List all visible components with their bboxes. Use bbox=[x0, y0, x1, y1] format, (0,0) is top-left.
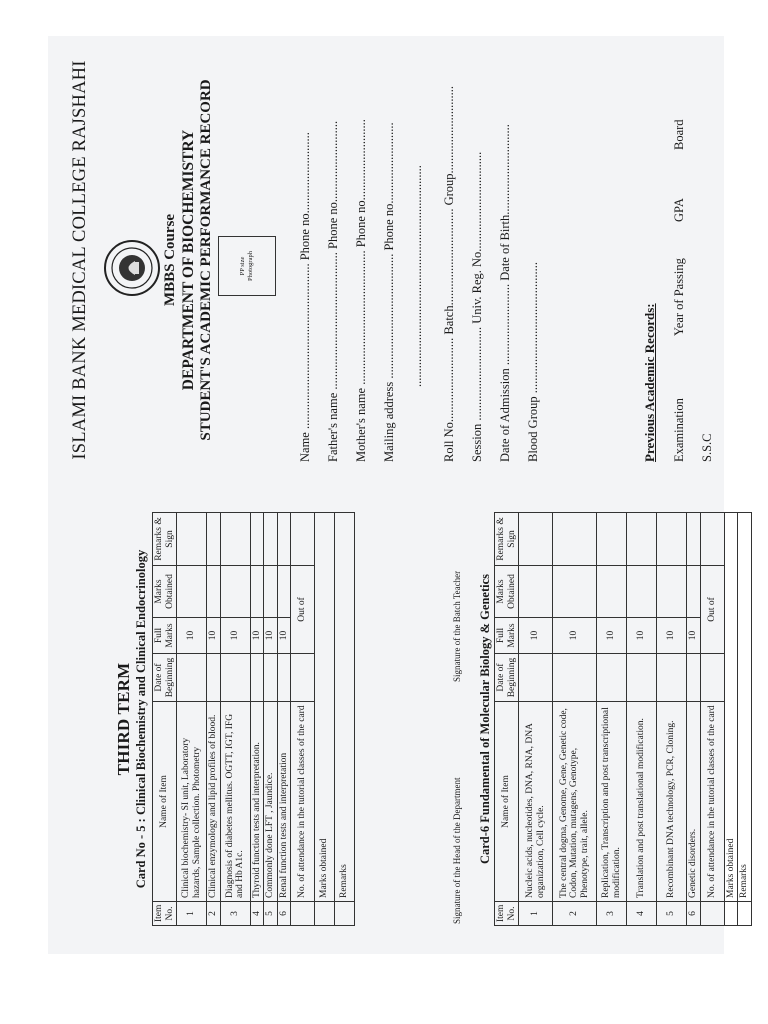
item-name: Recombinant DNA technology, PCR, Cloning. bbox=[657, 702, 687, 902]
remarks-row bbox=[738, 513, 752, 926]
date-cell[interactable] bbox=[264, 654, 278, 702]
date-cell[interactable] bbox=[177, 654, 207, 702]
phone-label: Phone no. bbox=[298, 210, 312, 261]
item-no: 3 bbox=[220, 902, 250, 926]
full-marks: 10 bbox=[250, 618, 264, 654]
date-cell[interactable] bbox=[519, 654, 553, 702]
blank-cell bbox=[315, 902, 335, 926]
signature-head: Signature of the Head of the Department bbox=[452, 777, 462, 924]
date-cell[interactable] bbox=[597, 654, 627, 702]
full-marks: 10 bbox=[657, 618, 687, 654]
item-no: 4 bbox=[627, 902, 657, 926]
table-row bbox=[277, 513, 291, 926]
remarks-cell[interactable] bbox=[250, 513, 264, 566]
full-marks: 10 bbox=[177, 618, 207, 654]
full-marks: 10 bbox=[553, 618, 597, 654]
remarks-cell[interactable] bbox=[519, 513, 553, 566]
table-row bbox=[220, 513, 250, 926]
header-name: Name of Item bbox=[495, 702, 519, 902]
card6-table bbox=[494, 512, 752, 926]
blank-cell bbox=[700, 513, 724, 566]
table-row bbox=[519, 513, 553, 926]
remarks-cell[interactable] bbox=[627, 513, 657, 566]
header-year-of-passing: Year of Passing bbox=[672, 258, 686, 336]
photo-label: Photograph bbox=[247, 251, 254, 281]
name-field[interactable]: Name ..................................................... Phone no.......................... bbox=[298, 132, 312, 462]
date-of-birth-label: Date of Birth bbox=[498, 214, 512, 281]
item-name: Clinical enzymology and lipid profiles of blood. bbox=[207, 702, 221, 902]
phone-label: Phone no. bbox=[326, 199, 340, 249]
item-no: 2 bbox=[207, 902, 221, 926]
date-cell[interactable] bbox=[627, 654, 657, 702]
mothers-name-field[interactable]: Mother's name ........................................... Phone no.......................... bbox=[354, 119, 368, 462]
fathers-name-label: Father's name bbox=[326, 392, 340, 462]
marks-obtained-label: Marks obtained bbox=[315, 513, 335, 902]
phone-label: Phone no. bbox=[382, 200, 396, 251]
header-item-no: Item No. bbox=[495, 902, 519, 926]
remarks-label: Remarks bbox=[335, 513, 355, 902]
full-marks: 10 bbox=[264, 618, 278, 654]
item-no: 3 bbox=[597, 902, 627, 926]
item-name: The central dogma, Genome, Gene, Genetic code, Codon, Mutation, mutagens, Genotype, Phenotype, trait, allele. bbox=[553, 702, 597, 902]
remarks-cell[interactable] bbox=[657, 513, 687, 566]
ssc-row-label: S.S.C bbox=[700, 433, 714, 462]
marks-obtained-cell[interactable] bbox=[207, 566, 221, 618]
item-name: Renal function tests and interpretation bbox=[277, 702, 291, 902]
remarks-cell[interactable] bbox=[207, 513, 221, 566]
remarks-cell[interactable] bbox=[597, 513, 627, 566]
attendance-label: No. of attendance in the tutorial classes of the card bbox=[291, 702, 315, 902]
term-title: THIRD TERM bbox=[114, 662, 133, 776]
mailing-address-label: Mailing address bbox=[382, 381, 396, 462]
batch-label: Batch bbox=[442, 305, 456, 335]
table-row bbox=[597, 513, 627, 926]
item-no: 6 bbox=[277, 902, 291, 926]
header-marks-obtained: Marks Obtained bbox=[495, 566, 519, 618]
date-cell[interactable] bbox=[687, 654, 701, 702]
item-name: Replication, Transcription and post transcriptional modification. bbox=[597, 702, 627, 902]
item-no: 1 bbox=[519, 902, 553, 926]
roll-no-label: Roll No. bbox=[442, 418, 456, 462]
fathers-name-field[interactable]: Father's name ............................................ Phone no.......................... bbox=[326, 120, 340, 462]
header-item-no: Item No. bbox=[153, 902, 177, 926]
date-cell[interactable] bbox=[553, 654, 597, 702]
blank-cell bbox=[291, 513, 315, 566]
full-marks: 10 bbox=[277, 618, 291, 654]
header-remarks: Remarks & Sign bbox=[495, 513, 519, 566]
item-no: 6 bbox=[687, 902, 701, 926]
mothers-name-label: Mother's name bbox=[354, 387, 368, 462]
table-header-row bbox=[495, 513, 519, 926]
blood-group-label: Blood Group bbox=[526, 396, 540, 462]
date-cell[interactable] bbox=[220, 654, 250, 702]
remarks-cell[interactable] bbox=[277, 513, 291, 566]
session-field[interactable]: Session .............................. Univ. Reg. No................................ bbox=[470, 151, 484, 462]
blank-cell bbox=[700, 654, 724, 702]
signature-batch: Signature of the Batch Teacher bbox=[452, 570, 462, 682]
remarks-cell[interactable] bbox=[220, 513, 250, 566]
date-cell[interactable] bbox=[657, 654, 687, 702]
college-logo-icon bbox=[102, 238, 162, 298]
marks-obtained-cell[interactable] bbox=[657, 566, 687, 618]
item-name: Genetic disorders. bbox=[687, 702, 701, 902]
blank-cell bbox=[724, 902, 738, 926]
remarks-cell[interactable] bbox=[687, 513, 701, 566]
full-marks: 10 bbox=[597, 618, 627, 654]
marks-obtained-cell[interactable] bbox=[264, 566, 278, 618]
marks-obtained-cell[interactable] bbox=[519, 566, 553, 618]
remarks-row bbox=[335, 513, 355, 926]
course-title: MBBS Course bbox=[162, 213, 178, 307]
blank-cell bbox=[700, 902, 724, 926]
student-record-section bbox=[48, 36, 724, 484]
card5-table bbox=[152, 512, 355, 926]
table-row bbox=[177, 513, 207, 926]
full-marks: 10 bbox=[220, 618, 250, 654]
card6-title: Card-6 Fundamental of Molecular Biology & Genetics bbox=[478, 573, 492, 865]
marks-obtained-cell[interactable] bbox=[597, 566, 627, 618]
marks-obtained-cell[interactable] bbox=[250, 566, 264, 618]
item-name: Translation and post translational modification. bbox=[627, 702, 657, 902]
third-term-section bbox=[48, 484, 749, 954]
photo-box[interactable] bbox=[218, 236, 276, 296]
group-label: Group bbox=[442, 173, 456, 206]
item-no: 5 bbox=[264, 902, 278, 926]
document-sheet bbox=[48, 36, 749, 954]
table-header-row bbox=[153, 513, 177, 926]
header-remarks: Remarks & Sign bbox=[153, 513, 177, 566]
item-no: 4 bbox=[250, 902, 264, 926]
header-gpa: GPA bbox=[672, 198, 686, 222]
attendance-label: No. of attendance in the tutorial classes of the card bbox=[700, 702, 724, 902]
out-of-label: Out of bbox=[291, 566, 315, 654]
table-row bbox=[250, 513, 264, 926]
marks-obtained-cell[interactable] bbox=[177, 566, 207, 618]
marks-obtained-cell[interactable] bbox=[553, 566, 597, 618]
blank-cell bbox=[738, 902, 752, 926]
card5-title: Card No - 5 : Clinical Biochemistry and Clinical Endocrinology bbox=[134, 549, 148, 889]
marks-obtained-row bbox=[724, 513, 738, 926]
item-name: Nucleic acids, nucleotides, DNA, RNA, DNA organization, Cell cycle. bbox=[519, 702, 553, 902]
header-date: Date of Beginning bbox=[495, 654, 519, 702]
header-date: Date of Beginning bbox=[153, 654, 177, 702]
date-cell[interactable] bbox=[250, 654, 264, 702]
full-marks: 10 bbox=[687, 618, 701, 654]
header-full-marks: Full Marks bbox=[495, 618, 519, 654]
marks-obtained-cell[interactable] bbox=[277, 566, 291, 618]
record-title: STUDENT'S ACADEMIC PERFORMANCE RECORD bbox=[198, 79, 214, 441]
previous-records-title: Previous Academic Records: bbox=[642, 303, 657, 462]
college-name: ISLAMI BANK MEDICAL COLLEGE RAJSHAHI bbox=[70, 60, 90, 460]
session-label: Session bbox=[470, 423, 484, 462]
header-full-marks: Full Marks bbox=[153, 618, 177, 654]
mailing-address-continuation[interactable]: ....................................................................... bbox=[410, 165, 424, 462]
full-marks: 10 bbox=[627, 618, 657, 654]
remarks-cell[interactable] bbox=[264, 513, 278, 566]
blank-cell bbox=[291, 654, 315, 702]
header-name: Name of Item bbox=[153, 702, 177, 902]
date-of-admission-field[interactable]: Date of Admission .......................... Date of Birth............................. bbox=[498, 124, 512, 462]
header-marks-obtained: Marks Obtained bbox=[153, 566, 177, 618]
marks-obtained-cell[interactable] bbox=[627, 566, 657, 618]
item-name: Diagnosis of diabetes mellitus. OGTT, IGT, IFG and Hb A1c. bbox=[220, 702, 250, 902]
table-row bbox=[207, 513, 221, 926]
header-examination: Examination bbox=[672, 398, 686, 462]
rotated-page bbox=[48, 36, 749, 954]
table-row bbox=[553, 513, 597, 926]
item-name: Commonly done LFT , Jaundice. bbox=[264, 702, 278, 902]
date-of-admission-label: Date of Admission bbox=[498, 368, 512, 462]
attendance-row bbox=[291, 513, 315, 926]
table-row bbox=[687, 513, 701, 926]
table-row bbox=[264, 513, 278, 926]
table-row bbox=[627, 513, 657, 926]
roll-no-field[interactable]: Roll No........................... Batch............................... Group............................ bbox=[442, 85, 456, 462]
phone-label: Phone no. bbox=[354, 197, 368, 248]
name-label: Name bbox=[298, 432, 312, 462]
attendance-row bbox=[700, 513, 724, 926]
date-cell[interactable] bbox=[207, 654, 221, 702]
blank-cell bbox=[291, 902, 315, 926]
item-no: 1 bbox=[177, 902, 207, 926]
univ-reg-label: Univ. Reg. No. bbox=[470, 248, 484, 324]
photo-label: PP size bbox=[239, 256, 246, 276]
date-cell[interactable] bbox=[277, 654, 291, 702]
remarks-cell[interactable] bbox=[553, 513, 597, 566]
marks-obtained-cell[interactable] bbox=[687, 566, 701, 618]
blood-group-field[interactable]: Blood Group .......................................... bbox=[526, 262, 540, 462]
marks-obtained-cell[interactable] bbox=[220, 566, 250, 618]
item-name: Thyroid function tests and interpretation. bbox=[250, 702, 264, 902]
item-no: 5 bbox=[657, 902, 687, 926]
full-marks: 10 bbox=[519, 618, 553, 654]
out-of-label: Out of bbox=[700, 566, 724, 654]
table-row bbox=[657, 513, 687, 926]
blank-cell bbox=[335, 902, 355, 926]
remarks-label: Remarks bbox=[738, 513, 752, 902]
item-no: 2 bbox=[553, 902, 597, 926]
full-marks: 10 bbox=[207, 618, 221, 654]
marks-obtained-label: Marks obtained bbox=[724, 513, 738, 902]
remarks-cell[interactable] bbox=[177, 513, 207, 566]
marks-obtained-row bbox=[315, 513, 335, 926]
item-name: Clinical biochemistry- SI unit, Laboratory hazards, Sample collection. Photometry bbox=[177, 702, 207, 902]
mailing-address-field[interactable]: Mailing address ........................................ Phone no.......................... bbox=[382, 122, 396, 462]
header-board: Board bbox=[672, 119, 686, 150]
department-title: DEPARTMENT OF BIOCHEMISTRY bbox=[180, 129, 197, 391]
